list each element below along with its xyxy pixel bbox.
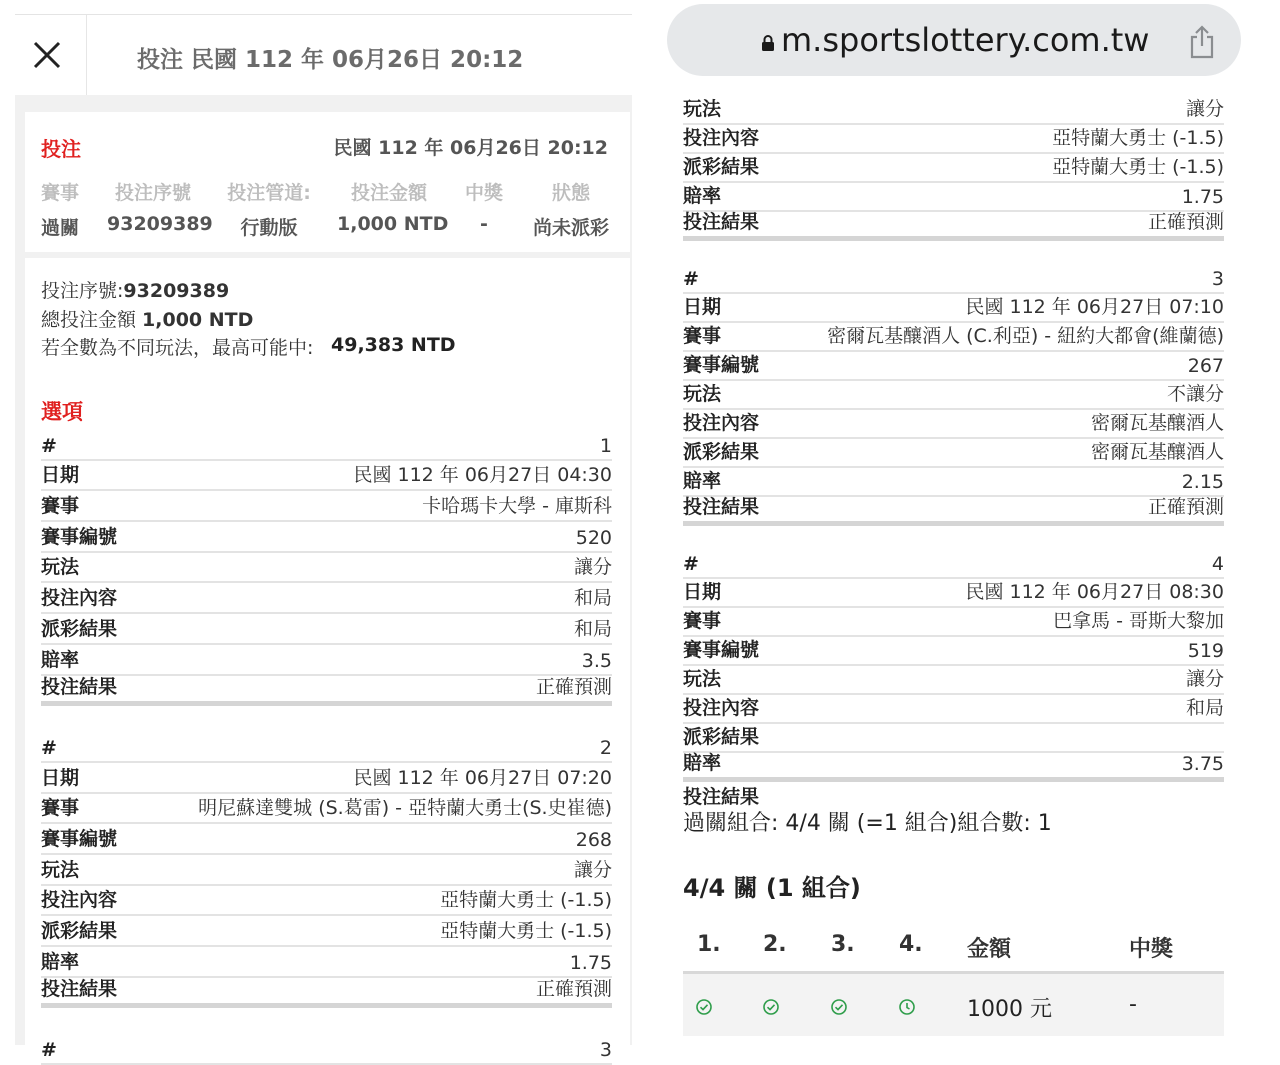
- row-value: 520: [575, 526, 612, 549]
- address-bar[interactable]: [667, 4, 1241, 76]
- summary-channel: [223, 178, 315, 240]
- detail-row: [41, 553, 612, 584]
- row-value: 3.5: [581, 649, 612, 672]
- detail-row: [41, 947, 612, 978]
- detail-row: [41, 461, 612, 492]
- row-label: #: [683, 268, 699, 290]
- right-panel: [651, 0, 1258, 1045]
- section-gap: [41, 1008, 612, 1034]
- row-value: 讓分: [573, 858, 612, 881]
- row-value: 亞特蘭大勇士 (-1.5): [1052, 127, 1224, 149]
- row-label: 玩法: [41, 556, 80, 579]
- detail-row: [683, 294, 1224, 323]
- row-value: 讓分: [1185, 668, 1224, 690]
- row-label: 賽事: [41, 495, 80, 518]
- summary-head: 賽事: [41, 182, 80, 204]
- detail-row: [683, 410, 1224, 439]
- detail-row: [41, 676, 612, 707]
- detail-row: [683, 468, 1224, 497]
- summary-value: 過關: [41, 217, 80, 239]
- combo-title: 4/4 關 (1 組合): [683, 874, 861, 902]
- detail-row: [41, 824, 612, 855]
- section-gap: [41, 706, 612, 732]
- bet-detail-card: [25, 258, 630, 1062]
- row-value: 不讓分: [1166, 383, 1224, 405]
- row-value: 密爾瓦基釀酒人: [1090, 441, 1224, 463]
- header-prize: 中獎: [1129, 937, 1174, 962]
- row-value: 1: [599, 434, 612, 457]
- row-label: 賽事: [683, 610, 722, 632]
- row-value: 正確預測: [535, 978, 612, 1001]
- detail-row: [683, 125, 1224, 154]
- row-value: 正確預測: [1147, 211, 1224, 233]
- row-value: 和局: [573, 587, 612, 610]
- total-line: [41, 305, 253, 332]
- row-label: #: [683, 553, 699, 575]
- row-label: 賠率: [41, 950, 80, 973]
- header-bar: [15, 15, 632, 95]
- row-value: 亞特蘭大勇士 (-1.5): [1052, 156, 1224, 178]
- summary-value: 尚未派彩: [532, 217, 609, 239]
- row-label: 賽事: [683, 325, 722, 347]
- row-value: 民國 112 年 06月27日 07:10: [965, 296, 1224, 318]
- detail-row: [41, 794, 612, 825]
- selection-list-continued: [683, 96, 1224, 811]
- row-value: 1.75: [569, 951, 612, 974]
- summary-head: 中獎: [464, 182, 503, 204]
- check-circle-icon: [830, 998, 848, 1016]
- summary-head: 投注金額: [350, 182, 427, 204]
- header-leg-1: 1.: [697, 932, 721, 957]
- detail-row: [41, 916, 612, 947]
- row-label: 派彩結果: [683, 726, 760, 748]
- summary-value: 1,000 NTD: [337, 213, 449, 235]
- detail-row: [683, 183, 1224, 212]
- row-value: 民國 112 年 06月27日 04:30: [353, 464, 612, 487]
- detail-row: [41, 614, 612, 645]
- options-heading: 選項: [41, 400, 83, 424]
- row-label: 賠率: [41, 648, 80, 671]
- row-value: 519: [1187, 640, 1224, 662]
- url-text: m.sportslottery.com.tw: [781, 21, 1150, 59]
- detail-row: [41, 645, 612, 676]
- row-label: 玩法: [683, 668, 722, 690]
- serial-line: [41, 276, 229, 303]
- close-icon: [27, 35, 67, 75]
- row-label: 投注內容: [683, 127, 760, 149]
- row-label: 玩法: [683, 383, 722, 405]
- row-value: 268: [575, 828, 612, 851]
- detail-row: [683, 323, 1224, 352]
- share-icon[interactable]: [1187, 24, 1217, 60]
- row-label: 投注內容: [683, 412, 760, 434]
- clock-circle-icon: [898, 998, 916, 1016]
- detail-row: [683, 352, 1224, 381]
- combo-table-header: [683, 918, 1224, 974]
- left-panel: [15, 0, 632, 1062]
- row-value: 3: [1211, 268, 1224, 290]
- row-label: 賠率: [683, 470, 722, 492]
- row-value: 讓分: [1185, 98, 1224, 120]
- row-label: 派彩結果: [41, 617, 118, 640]
- detail-row: [683, 497, 1224, 526]
- summary-event: [41, 178, 79, 240]
- detail-row: [41, 855, 612, 886]
- combo-amount: 1000 元: [967, 997, 1052, 1022]
- row-label: 日期: [683, 296, 722, 318]
- detail-row: [683, 637, 1224, 666]
- summary-value: 93209389: [107, 213, 213, 235]
- selection-number-row: [41, 732, 612, 763]
- total-value: 1,000 NTD: [142, 309, 254, 331]
- detail-row: [683, 96, 1224, 125]
- row-label: 賽事編號: [683, 354, 760, 376]
- row-label: 玩法: [41, 858, 80, 881]
- row-value: 巴拿馬 - 哥斯大黎加: [1053, 610, 1224, 632]
- row-label: #: [41, 434, 57, 457]
- section-gap: [683, 526, 1224, 550]
- detail-row: [41, 978, 612, 1009]
- row-value: 267: [1187, 355, 1224, 377]
- summary-head: 狀態: [551, 182, 590, 204]
- detail-row: [683, 154, 1224, 183]
- row-label: 投注內容: [683, 697, 760, 719]
- detail-row: [683, 439, 1224, 468]
- summary-amount: [337, 178, 449, 235]
- selection-list: [41, 430, 612, 1065]
- row-value: 讓分: [573, 556, 612, 579]
- selection-number-row: [683, 550, 1224, 579]
- row-label: 玩法: [683, 98, 722, 120]
- summary-prize: [461, 178, 507, 235]
- header-leg-2: 2.: [763, 932, 787, 957]
- row-value: 3: [599, 1039, 612, 1062]
- header-leg-3: 3.: [831, 932, 855, 957]
- check-circle-icon: [695, 998, 713, 1016]
- max-payout-label: 若全數為不同玩法，最高可能中:: [41, 337, 314, 359]
- selection-number-row: [683, 265, 1224, 294]
- summary-status: [529, 178, 613, 240]
- row-value: 和局: [1185, 697, 1224, 719]
- row-value: 民國 112 年 06月27日 08:30: [965, 581, 1224, 603]
- row-label: 賽事編號: [41, 827, 118, 850]
- row-label: 日期: [41, 766, 80, 789]
- row-value: 1.75: [1181, 186, 1224, 208]
- row-value: 2: [599, 736, 612, 759]
- detail-row: [41, 763, 612, 794]
- summary-head: 投注管道:: [227, 182, 311, 204]
- summary-value: -: [480, 213, 488, 235]
- combo-summary: 過關組合: 4/4 關 (=1 組合)組合數: 1: [683, 811, 1052, 836]
- lock-icon: [761, 34, 775, 52]
- page-title: 投注 民國 112 年 06月26日 20:12: [137, 47, 524, 73]
- max-payout-value: 49,383 NTD: [331, 334, 456, 356]
- header-leg-4: 4.: [899, 932, 923, 957]
- detail-row: [683, 666, 1224, 695]
- row-label: 賠率: [683, 752, 722, 774]
- row-value: 正確預測: [535, 676, 612, 699]
- row-value: 明尼蘇達雙城 (S.葛雷) - 亞特蘭大勇士(S.史崔德): [198, 797, 612, 820]
- row-label: 投注結果: [41, 676, 118, 699]
- row-value: 亞特蘭大勇士 (-1.5): [440, 920, 612, 942]
- row-label: 派彩結果: [683, 156, 760, 178]
- selection-number-row: [41, 1034, 612, 1065]
- serial-value: 93209389: [123, 280, 230, 302]
- summary-serial: [107, 178, 213, 235]
- bet-summary-card: [25, 112, 630, 252]
- row-label: 賽事編號: [683, 639, 760, 661]
- combo-table-row: [683, 974, 1224, 1036]
- section-gap: [683, 241, 1224, 265]
- row-label: 賠率: [683, 185, 722, 207]
- row-label: #: [41, 736, 57, 759]
- row-value: 3.75: [1181, 753, 1224, 775]
- row-value: 亞特蘭大勇士 (-1.5): [440, 889, 612, 912]
- row-label: 投注內容: [41, 587, 118, 610]
- row-value: 4: [1211, 553, 1224, 575]
- row-label: 投注結果: [683, 211, 760, 233]
- row-value: 2.15: [1181, 471, 1224, 493]
- row-value: 密爾瓦基釀酒人: [1090, 412, 1224, 434]
- selection-number-row: [41, 430, 612, 461]
- bet-date: 民國 112 年 06月26日 20:12: [333, 137, 608, 159]
- row-label: 賽事編號: [41, 525, 118, 548]
- detail-row: [683, 724, 1224, 753]
- detail-row: [41, 522, 612, 553]
- detail-row: [683, 608, 1224, 637]
- close-button[interactable]: [27, 35, 67, 75]
- row-label: 投注結果: [41, 978, 118, 1001]
- row-label: 派彩結果: [683, 441, 760, 463]
- detail-row: [41, 886, 612, 917]
- detail-row: [683, 381, 1224, 410]
- row-label: 派彩結果: [41, 920, 118, 942]
- row-label: #: [41, 1039, 57, 1062]
- total-label: 總投注金額: [41, 309, 143, 331]
- row-value: 正確預測: [1147, 496, 1224, 518]
- bet-label: 投注: [41, 137, 81, 161]
- combo-prize: -: [1129, 992, 1137, 1017]
- row-value: 民國 112 年 06月27日 07:20: [353, 766, 612, 789]
- detail-row: [41, 491, 612, 522]
- row-label: 投注結果: [683, 496, 760, 518]
- summary-value: 行動版: [240, 217, 298, 239]
- header-divider: [86, 15, 87, 95]
- row-label: 投注內容: [41, 889, 118, 912]
- row-value: 和局: [573, 617, 612, 640]
- check-circle-icon: [762, 998, 780, 1016]
- serial-label: 投注序號:: [41, 280, 124, 302]
- detail-row: [683, 212, 1224, 241]
- row-value: 密爾瓦基釀酒人 (C.利亞) - 紐約大都會(維蘭德): [827, 325, 1224, 347]
- row-label: 日期: [41, 464, 80, 487]
- row-value: 卡哈瑪卡大學 - 庫斯科: [422, 495, 612, 518]
- detail-row: [683, 579, 1224, 608]
- summary-head: 投注序號: [114, 182, 191, 204]
- combo-table: [683, 918, 1224, 1036]
- detail-row: [683, 695, 1224, 724]
- header-amount: 金額: [967, 937, 1012, 962]
- row-label: 賽事: [41, 797, 80, 820]
- row-label: 日期: [683, 581, 722, 603]
- detail-row: [41, 583, 612, 614]
- row-label: 投注結果: [683, 786, 760, 808]
- detail-row: [683, 753, 1224, 782]
